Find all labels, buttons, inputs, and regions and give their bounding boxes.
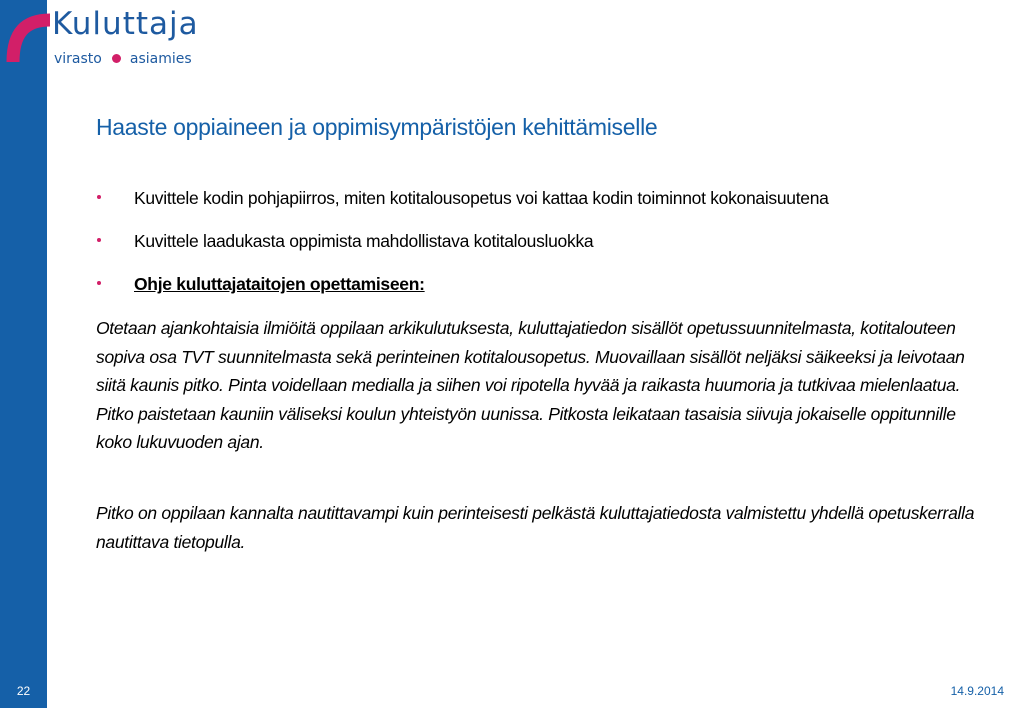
bullet-dot-icon xyxy=(97,195,101,199)
bullet-list xyxy=(96,186,829,315)
bullet-text: Kuvittele kodin pohjapiirros, miten kotitalousopetus voi kattaa kodin toiminnot kokonaisuutena xyxy=(134,188,829,208)
bullet-text: Kuvittele laadukasta oppimista mahdollistava kotitalousluokka xyxy=(134,231,594,251)
bullet-dot-icon xyxy=(97,238,101,242)
bullet-heading: Ohje kuluttajataitojen opettamiseen: xyxy=(134,274,425,294)
bullet-dot-icon xyxy=(97,281,101,285)
logo-wordmark: Kuluttaja xyxy=(52,6,199,42)
logo-arc-icon xyxy=(0,0,60,70)
bullet-item xyxy=(96,229,829,253)
left-brand-bar xyxy=(0,0,47,708)
logo-sub-right: asiamies xyxy=(129,51,192,67)
body-paragraph: Pitko on oppilaan kannalta nautittavampi kuin perinteisesti pelkästä kuluttajatiedosta valmistettu yhdellä opetuskerralla nautittava tietopulla. xyxy=(96,503,975,552)
slide-title: Haaste oppiaineen ja oppimisympäristöjen kehittämiselle xyxy=(96,114,658,140)
body-paragraph: Otetaan ajankohtaisia ilmiöitä oppilaan arkikulutuksesta, kuluttajatiedon sisällöt opetussuunnitelmasta, kotitalouteen sopiva osa TVT suunnitelmasta sekä perinteinen kotitalousopetus. Muovaillaan sisällöt neljäksi säikeeksi ja leivotaan siitä kaunis pitko. Pinta voidellaan medialla ja siihen voi ripotella hyvää ja raikasta huumoria ja tutkivaa mielenlaatua. Pitko paistetaan kauniin väliseksi koulun yhteistyön uunissa. Pitkosta leikataan tasaisia siivuja jokaiselle oppitunnille koko lukuvuoden ajan. xyxy=(96,318,965,452)
page-number: 22 xyxy=(16,684,31,698)
logo-dot-icon xyxy=(112,54,121,63)
footer-date: 14.9.2014 xyxy=(950,684,1004,698)
logo-subtitle xyxy=(54,49,192,69)
bullet-item xyxy=(96,272,829,296)
bullet-item xyxy=(96,186,829,210)
logo-sub-left: virasto xyxy=(54,51,102,67)
